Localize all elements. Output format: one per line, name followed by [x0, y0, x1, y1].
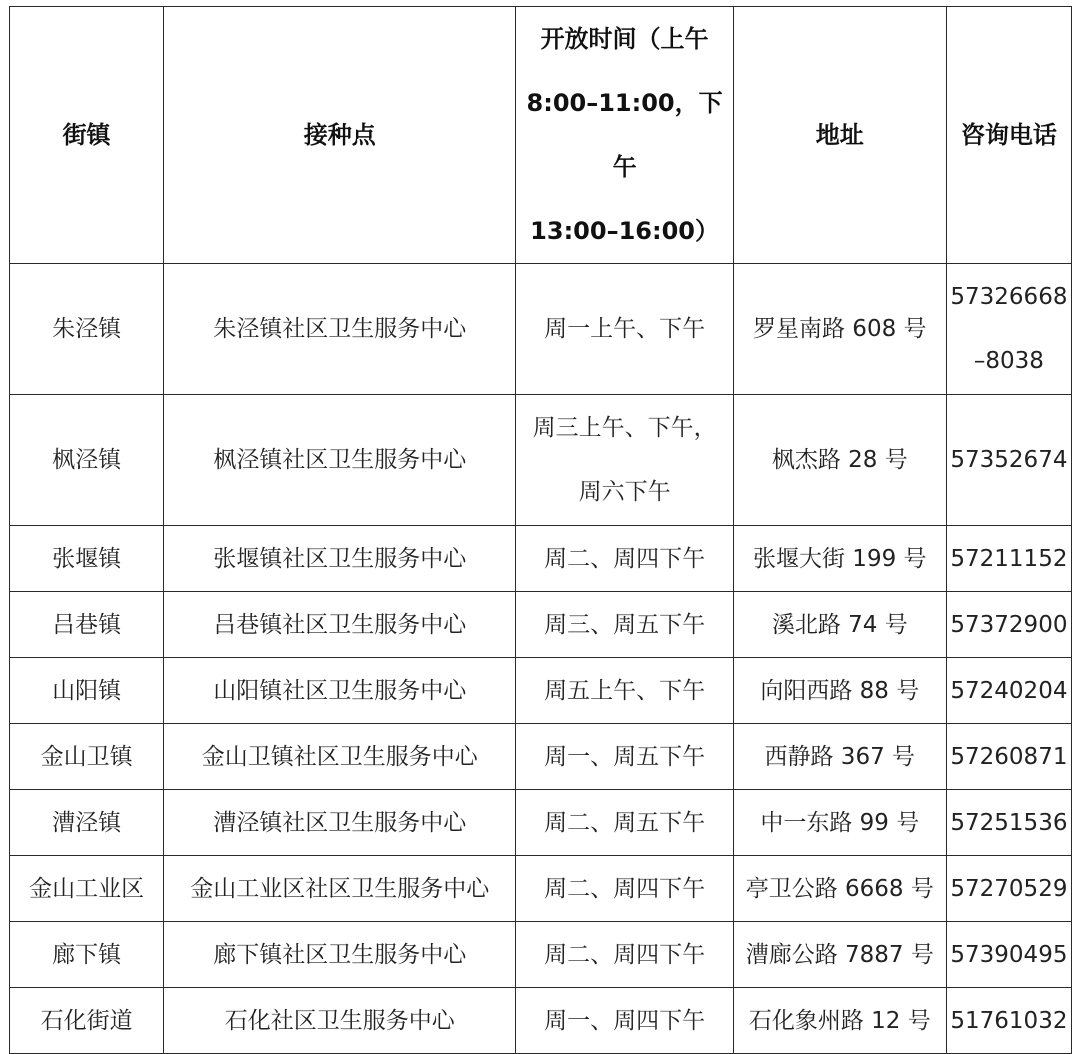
- cell-phone: [946, 264, 1071, 395]
- header-address: 地址: [733, 7, 946, 264]
- cell-address: 亭卫公路 6668 号: [733, 856, 946, 922]
- vaccination-schedule-table: [9, 6, 1072, 1054]
- cell-site: 山阳镇社区卫生服务中心: [164, 658, 516, 724]
- cell-phone-line: 57240204: [950, 677, 1068, 704]
- cell-phone: [946, 395, 1071, 526]
- cell-address: 漕廊公路 7887 号: [733, 922, 946, 988]
- cell-hours-line: 周二、周四下午: [544, 941, 706, 968]
- cell-hours-line: 周六下午: [578, 479, 671, 505]
- cell-town: 张堰镇: [10, 526, 164, 592]
- cell-phone: [946, 988, 1071, 1054]
- table-header-row: [10, 7, 1072, 264]
- table-row: [10, 264, 1072, 395]
- cell-phone-line: 57211152: [950, 545, 1068, 572]
- header-hours-line: 开放时间（上午: [540, 25, 709, 53]
- header-hours-line: 8:00–11:00，下午: [526, 89, 723, 181]
- table-row: [10, 790, 1072, 856]
- table-row: [10, 922, 1072, 988]
- cell-hours-line: 周二、周四下午: [544, 875, 706, 902]
- cell-phone-line: 57326668: [950, 284, 1068, 310]
- cell-town: 枫泾镇: [10, 395, 164, 526]
- cell-hours-line: 周三上午、下午，: [532, 415, 717, 441]
- cell-hours: [516, 395, 733, 526]
- cell-phone-line: 57372900: [950, 611, 1068, 638]
- table-row: [10, 592, 1072, 658]
- cell-site: 漕泾镇社区卫生服务中心: [164, 790, 516, 856]
- cell-hours: [516, 922, 733, 988]
- cell-town: 漕泾镇: [10, 790, 164, 856]
- cell-town: 金山工业区: [10, 856, 164, 922]
- cell-hours: [516, 264, 733, 395]
- cell-hours-line: 周一上午、下午: [544, 316, 706, 342]
- cell-hours-line: 周一、周四下午: [544, 1007, 706, 1034]
- table-row: [10, 988, 1072, 1054]
- cell-phone: [946, 922, 1071, 988]
- cell-hours: [516, 790, 733, 856]
- header-hours-line: 13:00–16:00）: [530, 217, 719, 245]
- cell-site: 金山工业区社区卫生服务中心: [164, 856, 516, 922]
- cell-hours: [516, 988, 733, 1054]
- cell-town: 吕巷镇: [10, 592, 164, 658]
- header-hours: [516, 7, 733, 264]
- cell-town: 石化街道: [10, 988, 164, 1054]
- cell-site: 石化社区卫生服务中心: [164, 988, 516, 1054]
- cell-hours: [516, 526, 733, 592]
- cell-town: 金山卫镇: [10, 724, 164, 790]
- cell-phone: [946, 658, 1071, 724]
- cell-site: 张堰镇社区卫生服务中心: [164, 526, 516, 592]
- cell-address: 溪北路 74 号: [733, 592, 946, 658]
- cell-address: 向阳西路 88 号: [733, 658, 946, 724]
- table-body: [10, 7, 1072, 1054]
- cell-hours: [516, 592, 733, 658]
- cell-town: 山阳镇: [10, 658, 164, 724]
- cell-hours: [516, 658, 733, 724]
- cell-address: 枫杰路 28 号: [733, 395, 946, 526]
- cell-town: 廊下镇: [10, 922, 164, 988]
- cell-hours-line: 周一、周五下午: [544, 743, 706, 770]
- cell-hours-line: 周二、周五下午: [544, 809, 706, 836]
- cell-phone-line: 57390495: [950, 941, 1068, 968]
- cell-town: 朱泾镇: [10, 264, 164, 395]
- cell-address: 西静路 367 号: [733, 724, 946, 790]
- cell-phone-line: 57352674: [950, 447, 1068, 473]
- table-row: [10, 395, 1072, 526]
- cell-hours-line: 周二、周四下午: [544, 545, 706, 572]
- table-row: [10, 658, 1072, 724]
- cell-phone-line: 57251536: [950, 809, 1068, 836]
- cell-site: 朱泾镇社区卫生服务中心: [164, 264, 516, 395]
- cell-address: 罗星南路 608 号: [733, 264, 946, 395]
- cell-address: 中一东路 99 号: [733, 790, 946, 856]
- table-row: [10, 724, 1072, 790]
- header-site: 接种点: [164, 7, 516, 264]
- cell-phone: [946, 790, 1071, 856]
- cell-phone-line: 51761032: [950, 1007, 1068, 1034]
- cell-phone-line: 57270529: [950, 875, 1068, 902]
- table-row: [10, 526, 1072, 592]
- cell-phone-line: –8038: [973, 348, 1044, 374]
- cell-site: 吕巷镇社区卫生服务中心: [164, 592, 516, 658]
- cell-phone-line: 57260871: [950, 743, 1068, 770]
- cell-address: 张堰大街 199 号: [733, 526, 946, 592]
- cell-phone: [946, 856, 1071, 922]
- table-row: [10, 856, 1072, 922]
- cell-site: 枫泾镇社区卫生服务中心: [164, 395, 516, 526]
- cell-address: 石化象州路 12 号: [733, 988, 946, 1054]
- cell-phone: [946, 592, 1071, 658]
- cell-hours-line: 周三、周五下午: [544, 611, 706, 638]
- cell-site: 廊下镇社区卫生服务中心: [164, 922, 516, 988]
- cell-hours-line: 周五上午、下午: [544, 677, 706, 704]
- cell-hours: [516, 856, 733, 922]
- header-phone: 咨询电话: [946, 7, 1071, 264]
- cell-site: 金山卫镇社区卫生服务中心: [164, 724, 516, 790]
- cell-phone: [946, 526, 1071, 592]
- cell-hours: [516, 724, 733, 790]
- cell-phone: [946, 724, 1071, 790]
- header-town: 街镇: [10, 7, 164, 264]
